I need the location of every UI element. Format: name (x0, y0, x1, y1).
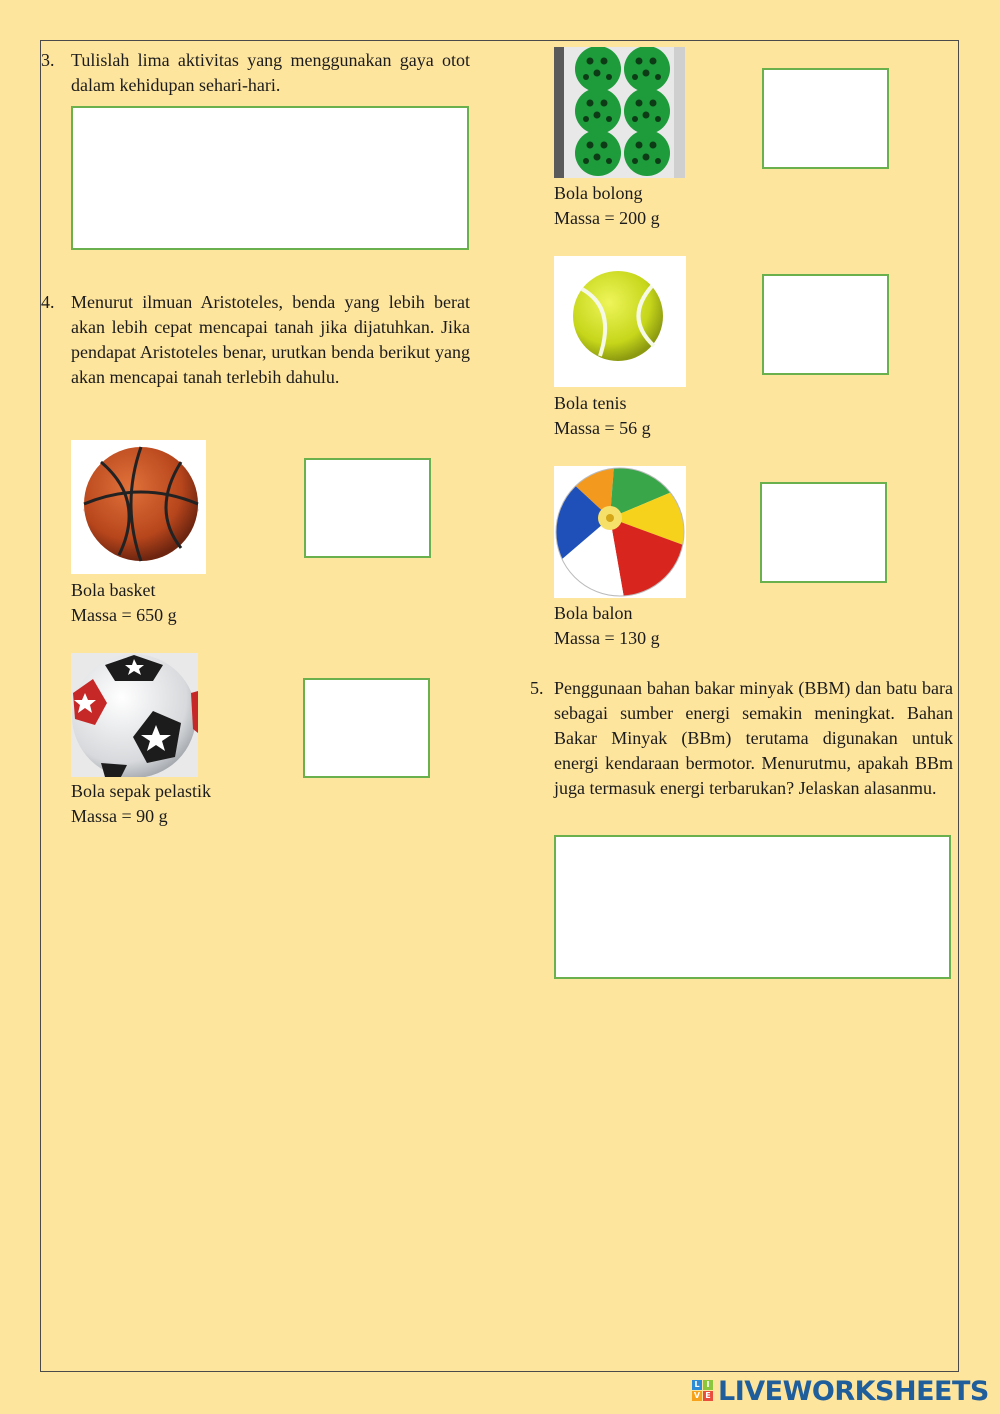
tennis-ball-mass: Massa = 56 g (554, 418, 651, 438)
wiffle-ball-name: Bola bolong (554, 183, 643, 203)
basketball-image (71, 440, 206, 574)
question-3-number: 3. (41, 50, 55, 70)
question-5-number: 5. (530, 678, 544, 698)
tennis-ball-caption (554, 391, 651, 441)
answer-5-textbox[interactable] (554, 835, 951, 979)
wiffle-ball-caption (554, 181, 660, 231)
wiffle-balls-image (554, 47, 685, 178)
tennis-ball-name: Bola tenis (554, 393, 627, 413)
basketball-caption (71, 578, 177, 628)
answer-basket-box[interactable] (304, 458, 431, 558)
answer-sepak-box[interactable] (303, 678, 430, 778)
logo-mark-letter-l: L (692, 1380, 702, 1390)
logo-mark-letter-v: V (693, 1391, 701, 1400)
soccer-ball-image (71, 653, 198, 777)
question-5 (530, 676, 953, 831)
liveworksheets-logo-text: LIVEWORKSHEETS (718, 1375, 989, 1407)
basketball-name: Bola basket (71, 580, 156, 600)
question-5-text: Penggunaan bahan bakar minyak (BBM) dan batu bara sebagai sumber energi semakin meningkat. Bahan Bakar Minyak (BBm) terutama digunakan untuk energi kendaraan bermotor. Menurutmu, apakah BBm juga termasuk energi terbarukan? Jelaskan alasanmu. (554, 678, 953, 798)
wiffle-ball-mass: Massa = 200 g (554, 208, 660, 228)
liveworksheets-logo (692, 1374, 989, 1408)
answer-tenis-box[interactable] (762, 274, 889, 375)
question-4-number: 4. (41, 292, 55, 312)
beach-ball-name: Bola balon (554, 603, 633, 623)
soccer-ball-caption (71, 779, 211, 829)
beach-ball-caption (554, 601, 660, 651)
question-4-text: Menurut ilmuan Aristoteles, benda yang lebih berat akan lebih cepat mencapai tanah jika dijatuhkan. Jika pendapat Aristoteles benar, urutkan benda berikut yang akan mencapai tanah terlebih dahulu. (71, 292, 470, 387)
logo-mark-letter-e: E (703, 1391, 713, 1401)
answer-3-textbox[interactable] (71, 106, 469, 250)
answer-balon-box[interactable] (760, 482, 887, 583)
basketball-mass: Massa = 650 g (71, 605, 177, 625)
question-3 (41, 48, 471, 98)
question-4 (41, 290, 471, 420)
soccer-ball-mass: Massa = 90 g (71, 806, 168, 826)
beach-ball-mass: Massa = 130 g (554, 628, 660, 648)
question-3-text: Tulislah lima aktivitas yang menggunakan gaya otot dalam kehidupan sehari-hari. (71, 50, 470, 95)
tennis-ball-image (554, 256, 686, 387)
liveworksheets-logo-icon (692, 1380, 714, 1402)
answer-bolong-box[interactable] (762, 68, 889, 169)
logo-mark-letter-i: I (703, 1380, 713, 1390)
beach-ball-image (554, 466, 686, 598)
soccer-ball-name: Bola sepak pelastik (71, 781, 211, 801)
